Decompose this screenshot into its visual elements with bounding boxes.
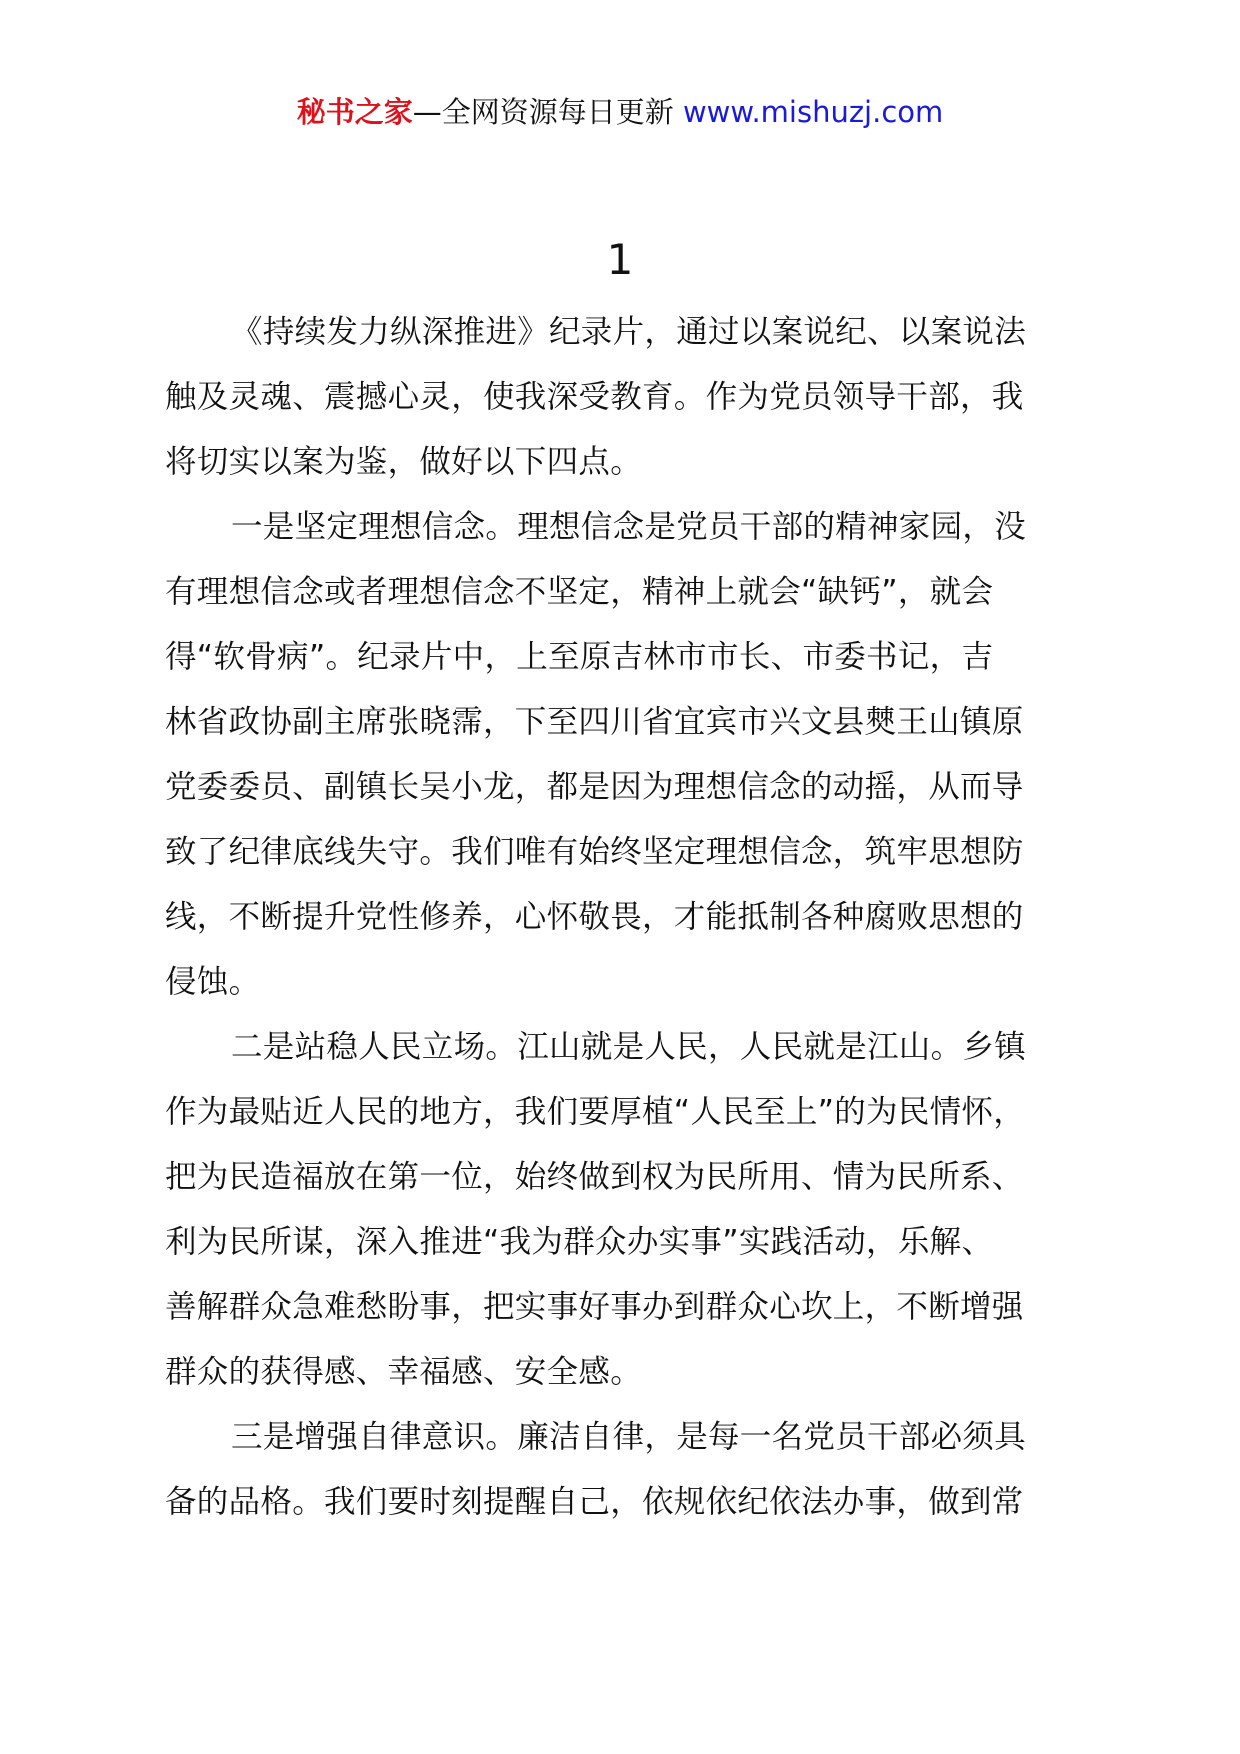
paragraph-line: 善解群众急难愁盼事，把实事好事办到群众心坎上，不断增强 [165,1289,1024,1325]
page-number: 1 [606,235,634,284]
paragraph-line: 一是坚定理想信念。理想信念是党员干部的精神家园，没 [231,509,1027,545]
paragraph-line: 得“软骨病”。纪录片中，上至原吉林市市长、市委书记，吉 [165,639,994,675]
paragraph-line: 备的品格。我们要时刻提醒自己，依规依纪依法办事，做到常 [165,1484,1024,1520]
paragraph-line: 作为最贴近人民的地方，我们要厚植“人民至上”的为民情怀， [165,1094,1026,1130]
paragraph-line: 有理想信念或者理想信念不坚定，精神上就会“缺钙”，就会 [165,574,994,610]
site-header [0,92,1240,132]
site-slogan: —全网资源每日更新 [412,95,674,129]
paragraph-line: 把为民造福放在第一位，始终做到权为民所用、情为民所系、 [165,1159,1024,1195]
paragraph-line: 将切实以案为鉴，做好以下四点。 [165,444,643,480]
paragraph-line: 致了纪律底线失守。我们唯有始终坚定理想信念，筑牢思想防 [165,834,1024,870]
paragraph-line: 林省政协副主席张晓霈，下至四川省宜宾市兴文县僰王山镇原 [165,704,1024,740]
paragraph-line: 二是站稳人民立场。江山就是人民，人民就是江山。乡镇 [231,1029,1027,1065]
paragraph-line: 利为民所谋，深入推进“我为群众办实事”实践活动，乐解、 [165,1224,994,1260]
site-url-link[interactable]: www.mishuzj.com [682,95,944,129]
paragraph-line: 三是增强自律意识。廉洁自律，是每一名党员干部必须具 [231,1419,1027,1455]
document-body [165,305,1085,1540]
paragraph-line: 群众的获得感、幸福感、安全感。 [165,1354,643,1390]
paragraph-line: 线，不断提升党性修养，心怀敬畏，才能抵制各种腐败思想的 [165,899,1024,935]
site-name: 秘书之家 [296,95,413,129]
paragraph-line: 侵蚀。 [165,964,261,1000]
paragraph-line: 党委委员、副镇长吴小龙，都是因为理想信念的动摇，从而导 [165,769,1024,805]
paragraph-line: 《持续发力纵深推进》纪录片，通过以案说纪、以案说法 [231,314,1027,350]
paragraph-line: 触及灵魂、震撼心灵，使我深受教育。作为党员领导干部，我 [165,379,1024,415]
